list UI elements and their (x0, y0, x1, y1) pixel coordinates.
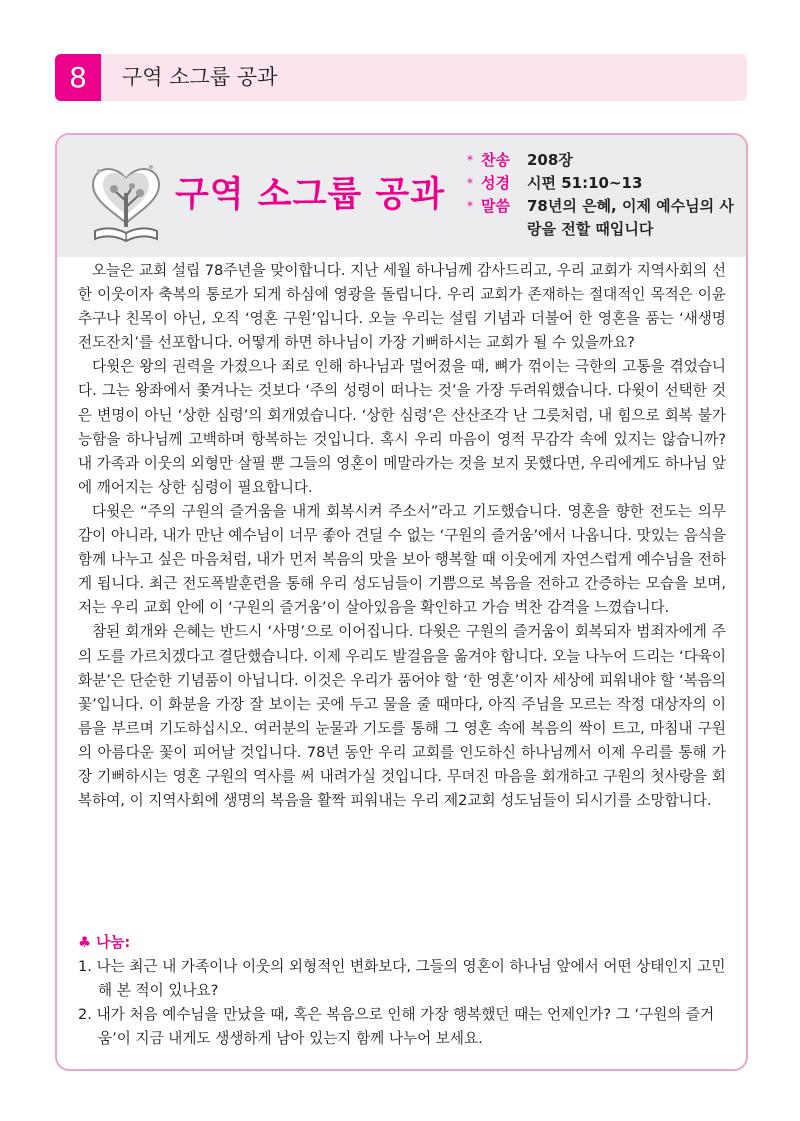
lesson-card (55, 133, 748, 1071)
meta-scripture-value: 시편 51:10~13 (527, 174, 643, 192)
lesson-meta (467, 149, 737, 241)
body-paragraph: 다윗은 왕의 권력을 가졌으나 죄로 인해 하나님과 멀어졌을 때, 뼈가 꺾이는 극한의 고통을 겪었습니다. 그는 왕좌에서 쫓겨나는 것보다 ‘주의 성령이 떠나는 것’을 가장 두려워했습니다. 다윗이 선택한 것은 변명이 아닌 ‘상한 심령’의 회개였습니다. ‘상한 심령’은 산산조각 난 그릇처럼, 내 힘으로 회복 불가능함을 하나님께 고백하며 항복하는 것입니다. 혹시 우리 마음이 영적 무감각 속에 있지는 않습니까? 내 가족과 이웃의 외형만 살필 뿐 그들의 영혼이 메말라가는 것을 보지 못했다면, 우리에게도 하나님 앞에 깨어지는 상한 심령이 필요합니다. (78, 358, 726, 496)
discussion-section (78, 931, 726, 1051)
discussion-question: 1. 나는 최근 내 가족이나 이웃의 외형적인 변화보다, 그들의 영혼이 하나님 앞에서 어떤 상태인지 고민해 본 적이 있나요? (78, 958, 726, 1000)
meta-sermon-value: 78년의 은혜, 이제 예수님의 사랑을 전할 때입니다 (527, 197, 734, 238)
lesson-body (78, 259, 726, 813)
meta-bullet-icon: * (467, 176, 473, 190)
meta-sermon-label: 말씀 (481, 197, 510, 215)
heart-tree-book-icon (85, 149, 167, 245)
meta-scripture-label: 성경 (481, 174, 510, 192)
meta-bullet-icon: * (467, 199, 473, 213)
body-paragraph: 다윗은 “주의 구원의 즐거움을 내게 회복시켜 주소서”라고 기도했습니다. 영혼을 향한 전도는 의무감이 아니라, 내가 만난 예수님이 너무 좋아 견딜 수 없는 ‘구원의 즐거움’에서 나옵니다. 맛있는 음식을 함께 나누고 싶은 마음처럼, 내가 먼저 복음의 맛을 보아 행복할 때 이웃에게 자연스럽게 예수님을 전하게 됩니다. 최근 전도폭발훈련을 통해 우리 성도님들이 기쁨으로 복음을 전하고 간증하는 모습을 보며, 저는 우리 교회 안에 이 ‘구원의 즐거움’이 살아있음을 확인하고 가슴 벅찬 감격을 느꼈습니다. (78, 502, 726, 617)
discussion-question: 2. 내가 처음 예수님을 만났을 때, 혹은 복음으로 인해 가장 행복했던 때는 언제인가? 그 ‘구원의 즐거움’이 지금 내게도 생생하게 남아 있는지 함께 나누어 보세요. (78, 1006, 715, 1048)
meta-hymn-label: 찬송 (481, 151, 510, 169)
body-paragraph: 오늘은 교회 설립 78주년을 맞이합니다. 지난 세월 하나님께 감사드리고, 우리 교회가 지역사회의 선한 이웃이자 축복의 통로가 되게 하심에 영광을 돌립니다. 우리 교회가 존재하는 절대적인 목적은 이윤 추구나 친목이 아닌, 오직 ‘영혼 구원’입니다. 오늘 우리는 설립 기념과 더불어 한 영혼을 품는 ‘새생명전도잔치’를 선포합니다. 어떻게 하면 하나님이 가장 기뻐하시는 교회가 될 수 있을까요? (78, 262, 726, 352)
discussion-heading: ♣ 나눔: (78, 934, 131, 951)
meta-scripture (467, 172, 737, 195)
meta-sermon (467, 195, 737, 241)
section-header-title: 구역 소그룹 공과 (122, 65, 278, 89)
meta-hymn-value: 208장 (527, 151, 573, 169)
body-paragraph: 참된 회개와 은혜는 반드시 ‘사명’으로 이어집니다. 다윗은 구원의 즐거움이 회복되자 범죄자에게 주의 도를 가르치겠다고 결단했습니다. 이제 우리도 발걸음을 옮겨야 합니다. 오늘 나누어 드리는 ‘다육이 화분’은 단순한 기념품이 아닙니다. 이것은 우리가 품어야 할 ‘한 영혼’이자 세상에 피워내야 할 ‘복음의 꽃’입니다. 이 화분을 가장 잘 보이는 곳에 두고 물을 줄 때마다, 아직 주님을 모르는 작정 대상자의 이름을 부르며 기도하십시오. 여러분의 눈물과 기도를 통해 그 영혼 속에 복음의 싹이 트고, 마침내 구원의 아름다운 꽃이 피어날 것입니다. 78년 동안 우리 교회를 인도하신 하나님께서 이제 우리를 통해 가장 기뻐하시는 영혼 구원의 역사를 써 내려가실 것입니다. 무뎌진 마음을 회개하고 구원의 첫사랑을 회복하여, 이 지역사회에 생명의 복음을 활짝 피워내는 우리 제2교회 성도님들이 되시기를 소망합니다. (78, 623, 726, 810)
meta-bullet-icon: * (467, 153, 473, 167)
meta-hymn (467, 149, 737, 172)
page-number-badge: 8 (55, 54, 101, 101)
lesson-title: 구역 소그룹 공과 (175, 175, 446, 215)
